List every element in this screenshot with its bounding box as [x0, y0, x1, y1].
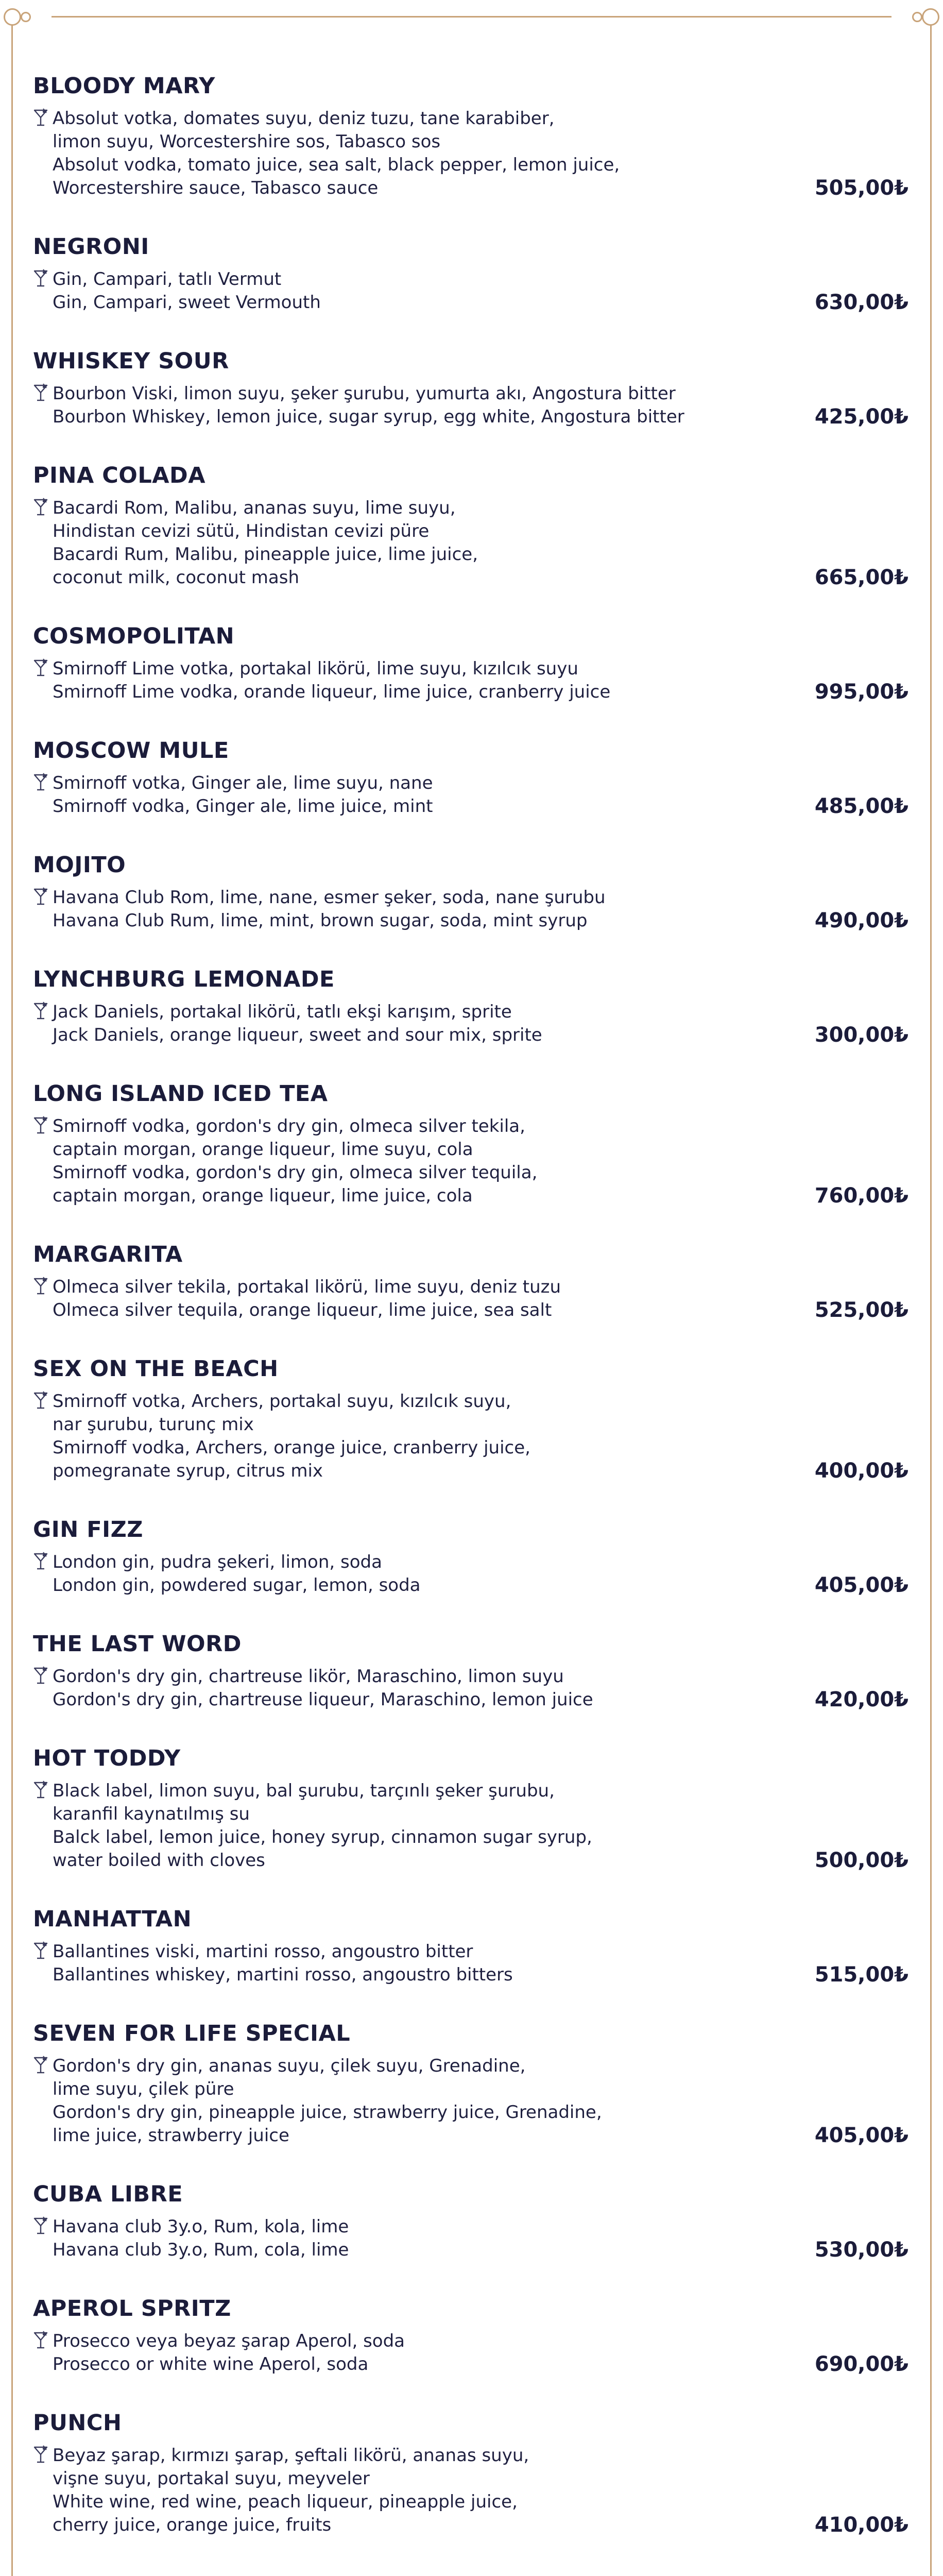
item-description: [33, 1390, 908, 1483]
ingredients-tr: karanfil kaynatılmış su: [53, 1804, 250, 1824]
item-description: [33, 268, 908, 314]
ingredients-en: pomegranate syrup, citrus mix: [53, 1461, 323, 1481]
menu-item: [33, 347, 908, 429]
item-name: MARGARITA: [33, 1242, 183, 1267]
ingredients-tr: Prosecco veya beyaz şarap Aperol, soda: [53, 2331, 405, 2351]
menu-item: [33, 1516, 908, 1597]
item-name: WHISKEY SOUR: [33, 348, 229, 374]
cocktail-glass-icon: [33, 1002, 48, 1020]
frame-top-border: [52, 16, 891, 18]
cocktail-glass-icon: [33, 887, 48, 906]
item-name: APEROL SPRITZ: [33, 2296, 231, 2321]
corner-ornament-icon: [4, 8, 21, 26]
ingredients-en: Absolut vodka, tomato juice, sea salt, black pepper, lemon juice,: [53, 155, 620, 175]
ingredients-en: Gordon's dry gin, chartreuse liqueur, Maraschino, lemon juice: [53, 1689, 593, 1710]
ingredients-tr: Smirnoff votka, Ginger ale, lime suyu, nane: [53, 773, 433, 793]
item-name: MANHATTAN: [33, 1906, 192, 1932]
ingredients-tr: Smirnoff vodka, gordon's dry gin, olmeca silver tekila,: [53, 1116, 525, 1137]
cocktail-glass-icon: [33, 1781, 48, 1799]
item-description: [33, 2055, 908, 2147]
item-price: 500,00₺: [814, 1849, 908, 1872]
cocktail-glass-icon: [33, 108, 48, 127]
ingredients-tr: London gin, pudra şekeri, limon, soda: [53, 1552, 382, 1572]
item-name: CUBA LIBRE: [33, 2181, 183, 2207]
cocktail-glass-icon: [33, 1666, 48, 1685]
cocktail-glass-icon: [33, 773, 48, 791]
ingredients-en: Smirnoff Lime vodka, orande liqueur, lime juice, cranberry juice: [53, 682, 611, 702]
menu-item: [33, 1744, 908, 1872]
ingredients-en: Olmeca silver tequila, orange liqueur, lime juice, sea salt: [53, 1300, 552, 1320]
ingredients-tr: Absolut votka, domates suyu, deniz tuzu, tane karabiber,: [53, 108, 555, 129]
ingredients-en: Havana club 3y.o, Rum, cola, lime: [53, 2240, 349, 2260]
item-description: [33, 1780, 908, 1872]
cocktail-glass-icon: [33, 1116, 48, 1134]
ingredients-en: Gordon's dry gin, pineapple juice, strawberry juice, Grenadine,: [53, 2102, 602, 2123]
item-description: [33, 886, 908, 933]
ingredients-en: Smirnoff vodka, Ginger ale, lime juice, mint: [53, 796, 433, 817]
ingredients-tr: Bacardi Rom, Malibu, ananas suyu, lime suyu,: [53, 498, 456, 518]
cocktail-menu: [33, 72, 908, 2537]
ingredients-tr: Jack Daniels, portakal likörü, tatlı ekşi karışım, sprite: [53, 1002, 512, 1022]
item-description: [33, 1276, 908, 1322]
ingredients-tr: nar şurubu, turunç mix: [53, 1414, 254, 1435]
item-name: NEGRONI: [33, 234, 149, 260]
ingredients-tr: Gin, Campari, tatlı Vermut: [53, 269, 282, 290]
ingredients-en: London gin, powdered sugar, lemon, soda: [53, 1575, 421, 1596]
item-name: COSMOPOLITAN: [33, 623, 235, 649]
item-price: 525,00₺: [814, 1298, 908, 1322]
menu-item: [33, 1630, 908, 1711]
item-name: MOJITO: [33, 852, 126, 878]
ingredients-tr: Gordon's dry gin, chartreuse likör, Maraschino, limon suyu: [53, 1666, 564, 1687]
ingredients-tr: Bourbon Viski, limon suyu, şeker şurubu, yumurta akı, Angostura bitter: [53, 383, 676, 404]
ingredients-en: lime juice, strawberry juice: [53, 2125, 289, 2146]
menu-item: [33, 1080, 908, 1208]
ingredients-en: cherry juice, orange juice, fruits: [53, 2515, 332, 2535]
ingredients-tr: Gordon's dry gin, ananas suyu, çilek suyu, Grenadine,: [53, 2056, 526, 2076]
menu-item: [33, 965, 908, 1047]
ingredients-en: Prosecco or white wine Aperol, soda: [53, 2354, 369, 2375]
ingredients-en: Bourbon Whiskey, lemon juice, sugar syrup, egg white, Angostura bitter: [53, 406, 684, 427]
ingredients-en: Havana Club Rum, lime, mint, brown sugar, soda, mint syrup: [53, 910, 588, 931]
menu-item: [33, 1905, 908, 1987]
item-name: HOT TODDY: [33, 1745, 181, 1771]
menu-item: [33, 1241, 908, 1322]
cocktail-glass-icon: [33, 1552, 48, 1570]
ingredients-tr: Hindistan cevizi sütü, Hindistan cevizi püre: [53, 521, 430, 541]
item-price: 665,00₺: [814, 566, 908, 589]
item-price: 505,00₺: [814, 176, 908, 200]
ingredients-tr: Black label, limon suyu, bal şurubu, tarçınlı şeker şurubu,: [53, 1781, 555, 1801]
ingredients-en: Bacardi Rum, Malibu, pineapple juice, lime juice,: [53, 544, 478, 565]
menu-item: [33, 851, 908, 933]
menu-item: [33, 72, 908, 200]
ingredients-tr: Smirnoff Lime votka, portakal likörü, lime suyu, kızılcık suyu: [53, 658, 578, 679]
item-description: [33, 2215, 908, 2262]
item-price: 405,00₺: [814, 2124, 908, 2147]
item-price: 690,00₺: [814, 2352, 908, 2376]
item-description: [33, 382, 908, 429]
ingredients-en: Worcestershire sauce, Tabasco sauce: [53, 178, 379, 198]
ingredients-en: coconut milk, coconut mash: [53, 567, 299, 588]
item-description: [33, 1551, 908, 1597]
item-description: [33, 1940, 908, 1987]
menu-item: [33, 2295, 908, 2376]
ingredients-tr: captain morgan, orange liqueur, lime suyu, cola: [53, 1139, 473, 1160]
cocktail-glass-icon: [33, 1941, 48, 1960]
ingredients-en: Ballantines whiskey, martini rosso, angoustro bitters: [53, 1964, 513, 1985]
item-price: 410,00₺: [814, 2513, 908, 2537]
item-description: [33, 1115, 908, 1208]
item-description: [33, 107, 908, 200]
ingredients-tr: vişne suyu, portakal suyu, meyveler: [53, 2468, 370, 2489]
menu-item: [33, 737, 908, 818]
item-name: LONG ISLAND ICED TEA: [33, 1081, 328, 1107]
ingredients-tr: Olmeca silver tekila, portakal likörü, lime suyu, deniz tuzu: [53, 1277, 561, 1297]
corner-ornament-icon: [922, 8, 939, 26]
item-price: 425,00₺: [814, 405, 908, 429]
item-name: MOSCOW MULE: [33, 738, 229, 764]
item-price: 400,00₺: [814, 1459, 908, 1483]
cocktail-glass-icon: [33, 658, 48, 677]
menu-item: [33, 2180, 908, 2262]
ingredients-tr: Smirnoff votka, Archers, portakal suyu, kızılcık suyu,: [53, 1391, 511, 1412]
item-description: [33, 1001, 908, 1047]
cocktail-glass-icon: [33, 2216, 48, 2235]
item-price: 300,00₺: [814, 1023, 908, 1047]
item-name: PUNCH: [33, 2410, 122, 2436]
item-price: 420,00₺: [814, 1688, 908, 1711]
menu-item: [33, 622, 908, 704]
cocktail-glass-icon: [33, 269, 48, 287]
item-price: 490,00₺: [814, 909, 908, 933]
item-price: 530,00₺: [814, 2238, 908, 2262]
item-name: SEX ON THE BEACH: [33, 1356, 279, 1382]
cocktail-glass-icon: [33, 498, 48, 516]
item-price: 515,00₺: [814, 1963, 908, 1987]
item-description: [33, 772, 908, 818]
menu-item: [33, 2020, 908, 2147]
item-price: 995,00₺: [814, 680, 908, 704]
item-price: 630,00₺: [814, 291, 908, 314]
item-name: SEVEN FOR LIFE SPECIAL: [33, 2021, 351, 2046]
cocktail-glass-icon: [33, 2056, 48, 2074]
cocktail-glass-icon: [33, 2445, 48, 2464]
ingredients-tr: Havana club 3y.o, Rum, kola, lime: [53, 2216, 349, 2237]
ingredients-en: Gin, Campari, sweet Vermouth: [53, 292, 321, 313]
item-description: [33, 497, 908, 589]
item-description: [33, 1665, 908, 1711]
cocktail-glass-icon: [33, 1391, 48, 1410]
menu-item: [33, 1355, 908, 1483]
item-description: [33, 657, 908, 704]
ingredients-tr: Beyaz şarap, kırmızı şarap, şeftali likörü, ananas suyu,: [53, 2445, 529, 2466]
cocktail-glass-icon: [33, 383, 48, 402]
ingredients-tr: Ballantines viski, martini rosso, angoustro bitter: [53, 1941, 473, 1962]
item-price: 405,00₺: [814, 1573, 908, 1597]
ingredients-en: Jack Daniels, orange liqueur, sweet and sour mix, sprite: [53, 1025, 542, 1045]
ingredients-tr: limon suyu, Worcestershire sos, Tabasco sos: [53, 131, 441, 152]
item-name: BLOODY MARY: [33, 73, 215, 99]
ingredients-en: captain morgan, orange liqueur, lime juice, cola: [53, 1185, 473, 1206]
cocktail-glass-icon: [33, 1277, 48, 1295]
item-name: GIN FIZZ: [33, 1517, 143, 1543]
ingredients-en: water boiled with cloves: [53, 1850, 265, 1871]
ingredients-tr: lime suyu, çilek püre: [53, 2079, 234, 2099]
ingredients-en: Smirnoff vodka, gordon's dry gin, olmeca silver tequila,: [53, 1162, 538, 1183]
item-name: PINA COLADA: [33, 463, 206, 488]
item-name: THE LAST WORD: [33, 1631, 242, 1657]
item-name: LYNCHBURG LEMONADE: [33, 967, 335, 992]
ingredients-en: Balck label, lemon juice, honey syrup, cinnamon sugar syrup,: [53, 1827, 592, 1848]
menu-item: [33, 233, 908, 314]
item-description: [33, 2330, 908, 2376]
ingredients-en: White wine, red wine, peach liqueur, pineapple juice,: [53, 2492, 518, 2512]
cocktail-glass-icon: [33, 2331, 48, 2349]
item-description: [33, 2444, 908, 2537]
ingredients-tr: Havana Club Rom, lime, nane, esmer şeker, soda, nane şurubu: [53, 887, 606, 908]
ingredients-en: Smirnoff vodka, Archers, orange juice, cranberry juice,: [53, 1437, 530, 1458]
menu-item: [33, 462, 908, 589]
item-price: 485,00₺: [814, 794, 908, 818]
menu-item: [33, 2409, 908, 2537]
item-price: 760,00₺: [814, 1184, 908, 1208]
